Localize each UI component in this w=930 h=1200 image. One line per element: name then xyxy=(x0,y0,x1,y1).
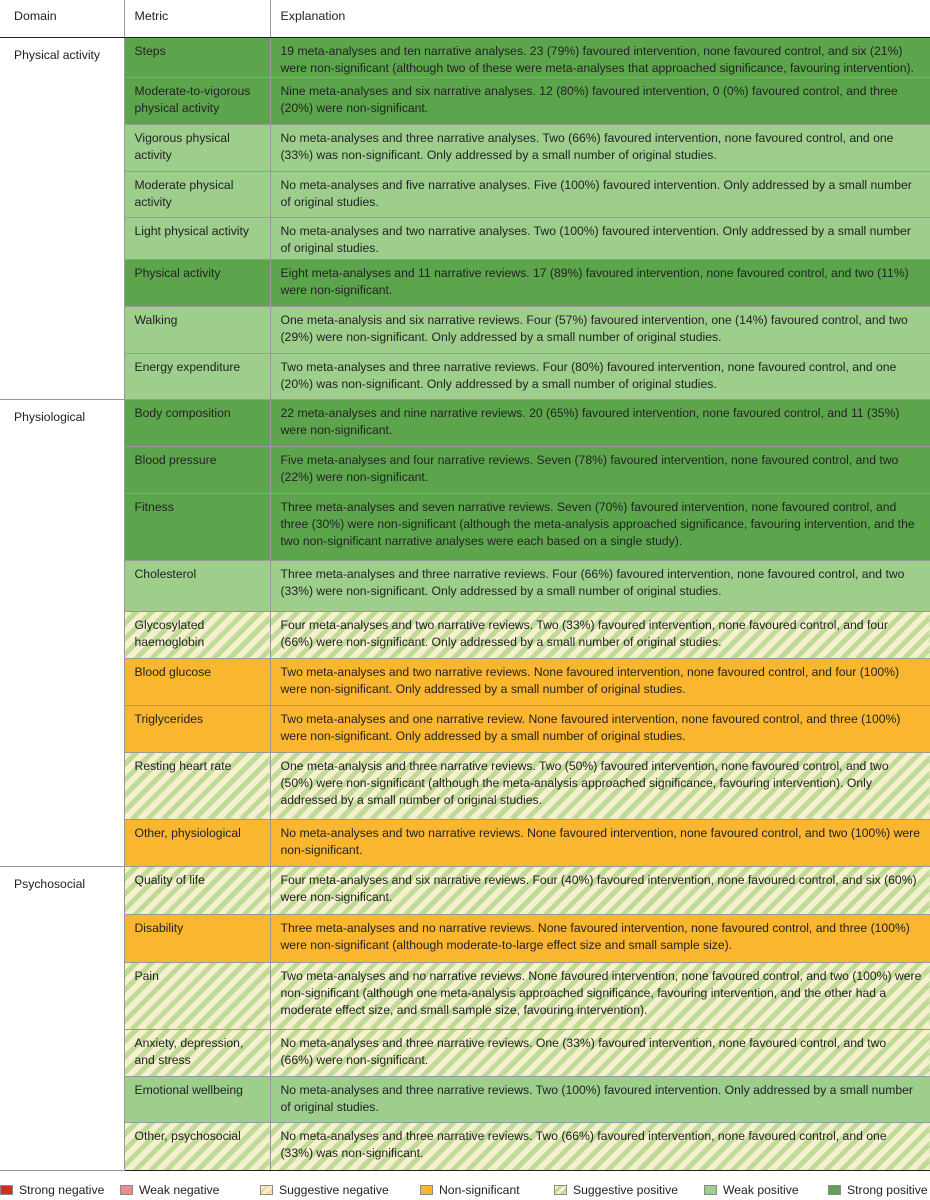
explanation-cell: 22 meta-analyses and nine narrative reviews. 20 (65%) favoured intervention, none favoured control, and 11 (35%) were non-significant. xyxy=(270,399,930,446)
metric-cell: Emotional wellbeing xyxy=(124,1076,270,1122)
metric-cell: Pain xyxy=(124,962,270,1029)
table-row xyxy=(0,259,930,306)
metric-cell: Resting heart rate xyxy=(124,752,270,819)
legend-swatch xyxy=(260,1185,273,1195)
metric-cell: Moderate-to-vigorous physical activity xyxy=(124,77,270,124)
table-row xyxy=(0,353,930,399)
table-row xyxy=(0,77,930,124)
table-row xyxy=(0,705,930,752)
explanation-cell: No meta-analyses and two narrative analyses. Two (100%) favoured intervention. Only addressed by a small number of original studies. xyxy=(270,217,930,259)
explanation-cell: Five meta-analyses and four narrative reviews. Seven (78%) favoured intervention, none favoured control, and two (22%) were non-significant. xyxy=(270,446,930,493)
table-row xyxy=(0,560,930,611)
domain-cell: Physiological xyxy=(0,399,124,866)
legend-swatch xyxy=(420,1185,433,1195)
legend-swatch xyxy=(0,1185,13,1195)
domain-cell: Physical activity xyxy=(0,37,124,399)
metric-cell: Quality of life xyxy=(124,866,270,914)
header-explanation: Explanation xyxy=(270,0,930,37)
legend-label: Suggestive negative xyxy=(279,1183,389,1197)
legend-label: Weak positive xyxy=(723,1183,799,1197)
legend-swatch xyxy=(704,1185,717,1195)
table-row xyxy=(0,611,930,658)
table-row xyxy=(0,1029,930,1076)
legend-label: Strong positive xyxy=(847,1183,928,1197)
metric-cell: Energy expenditure xyxy=(124,353,270,399)
metric-cell: Blood pressure xyxy=(124,446,270,493)
explanation-cell: Three meta-analyses and no narrative reviews. None favoured intervention, none favoured control, and three (100%) were non-significant (although moderate-to-large effect size and small sample size). xyxy=(270,914,930,962)
explanation-cell: Four meta-analyses and two narrative reviews. Two (33%) favoured intervention, none favoured control, and four (66%) were non-significant. Only addressed by a small number of original studies. xyxy=(270,611,930,658)
domain-cell: Psychosocial xyxy=(0,866,124,1170)
table-body xyxy=(0,37,930,1170)
legend-item-suggestive-negative xyxy=(260,1180,389,1200)
explanation-cell: Nine meta-analyses and six narrative analyses. 12 (80%) favoured intervention, 0 (0%) favoured control, and three (20%) were non-significant. xyxy=(270,77,930,124)
metric-cell: Steps xyxy=(124,37,270,77)
explanation-cell: No meta-analyses and two narrative reviews. None favoured intervention, none favoured control, and two (100%) were non-significant. xyxy=(270,819,930,866)
metric-cell: Other, physiological xyxy=(124,819,270,866)
metric-cell: Vigorous physical activity xyxy=(124,124,270,171)
explanation-cell: No meta-analyses and three narrative reviews. Two (66%) favoured intervention, none favoured control, and one (33%) was non-significant. xyxy=(270,1122,930,1170)
metric-cell: Walking xyxy=(124,306,270,353)
explanation-cell: Two meta-analyses and no narrative reviews. None favoured intervention, none favoured control, and two (100%) were non-significant (although one meta-analysis approached significance, favouring intervention, and the other had a moderate effect size, and small sample size, favouring intervention). xyxy=(270,962,930,1029)
table-row xyxy=(0,124,930,171)
table-row xyxy=(0,446,930,493)
explanation-cell: 19 meta-analyses and ten narrative analyses. 23 (79%) favoured intervention, none favoured control, and six (21%) were non-significant (although two of these were meta-analyses that approached significance, favouring intervention). xyxy=(270,37,930,77)
legend-label: Weak negative xyxy=(139,1183,220,1197)
table-row xyxy=(0,866,930,914)
metric-cell: Cholesterol xyxy=(124,560,270,611)
table-row xyxy=(0,37,930,77)
header-metric: Metric xyxy=(124,0,270,37)
rating-legend xyxy=(0,1180,930,1200)
table-row xyxy=(0,1076,930,1122)
table-row xyxy=(0,752,930,819)
legend-item-strong-positive xyxy=(828,1180,928,1200)
table-row xyxy=(0,962,930,1029)
explanation-cell: No meta-analyses and three narrative analyses. Two (66%) favoured intervention, none favoured control, and one (33%) was non-significant. Only addressed by a small number of original studies. xyxy=(270,124,930,171)
table-row xyxy=(0,493,930,560)
explanation-cell: Eight meta-analyses and 11 narrative reviews. 17 (89%) favoured intervention, none favoured control, and two (11%) were non-significant. xyxy=(270,259,930,306)
explanation-cell: Three meta-analyses and seven narrative reviews. Seven (70%) favoured intervention, none favoured control, and three (30%) were non-significant (although the meta-analysis approached significance, favouring intervention, and the two non-significant narrative analyses were each based on a single study). xyxy=(270,493,930,560)
legend-swatch xyxy=(120,1185,133,1195)
explanation-cell: Two meta-analyses and two narrative reviews. None favoured intervention, none favoured control, and four (100%) were non-significant. Only addressed by a small number of original studies. xyxy=(270,658,930,705)
legend-label: Strong negative xyxy=(19,1183,105,1197)
table-row xyxy=(0,914,930,962)
metric-cell: Light physical activity xyxy=(124,217,270,259)
legend-item-weak-negative xyxy=(120,1180,219,1200)
table-row xyxy=(0,819,930,866)
legend-label: Suggestive positive xyxy=(573,1183,679,1197)
legend-item-suggestive-positive xyxy=(554,1180,678,1200)
table-row xyxy=(0,306,930,353)
table-header-row xyxy=(0,0,930,37)
explanation-cell: One meta-analysis and six narrative reviews. Four (57%) favoured intervention, one (14%) favoured control, and two (29%) were non-significant. Only addressed by a small number of original studies. xyxy=(270,306,930,353)
legend-item-strong-negative xyxy=(0,1180,104,1200)
explanation-cell: Two meta-analyses and one narrative review. None favoured intervention, none favoured control, and three (100%) were non-significant. Only addressed by a small number of original studies. xyxy=(270,705,930,752)
table-row xyxy=(0,171,930,217)
explanation-cell: Four meta-analyses and six narrative reviews. Four (40%) favoured intervention, none favoured control, and six (60%) were non-significant. xyxy=(270,866,930,914)
legend-label: Non-significant xyxy=(439,1183,520,1197)
metric-cell: Disability xyxy=(124,914,270,962)
metric-cell: Triglycerides xyxy=(124,705,270,752)
table-row xyxy=(0,1122,930,1170)
explanation-cell: No meta-analyses and five narrative analyses. Five (100%) favoured intervention. Only addressed by a small number of original studies. xyxy=(270,171,930,217)
table-row xyxy=(0,217,930,259)
explanation-cell: Two meta-analyses and three narrative reviews. Four (80%) favoured intervention, none favoured control, and one (20%) was non-significant. Only addressed by a small number of original studies. xyxy=(270,353,930,399)
explanation-cell: Three meta-analyses and three narrative reviews. Four (66%) favoured intervention, none favoured control, and two (33%) were non-significant. Only addressed by a small number of original studies. xyxy=(270,560,930,611)
metric-cell: Moderate physical activity xyxy=(124,171,270,217)
explanation-cell: No meta-analyses and three narrative reviews. Two (100%) favoured intervention. Only addressed by a small number of original studies. xyxy=(270,1076,930,1122)
legend-swatch xyxy=(828,1185,841,1195)
metric-cell: Physical activity xyxy=(124,259,270,306)
table-row xyxy=(0,658,930,705)
explanation-cell: No meta-analyses and three narrative reviews. One (33%) favoured intervention, none favoured control, and two (66%) were non-significant. xyxy=(270,1029,930,1076)
metric-cell: Glycosylated haemoglobin xyxy=(124,611,270,658)
legend-item-weak-positive xyxy=(704,1180,799,1200)
metric-cell: Other, psychosocial xyxy=(124,1122,270,1170)
table-row xyxy=(0,399,930,446)
metric-cell: Anxiety, depression, and stress xyxy=(124,1029,270,1076)
metric-cell: Fitness xyxy=(124,493,270,560)
metric-cell: Blood glucose xyxy=(124,658,270,705)
legend-swatch xyxy=(554,1185,567,1195)
metric-cell: Body composition xyxy=(124,399,270,446)
explanation-cell: One meta-analysis and three narrative reviews. Two (50%) favoured intervention, none favoured control, and two (50%) were non-significant (although the meta-analysis approached significance, favouring intervention). Only addressed by a small number of original studies. xyxy=(270,752,930,819)
legend-item-non-significant xyxy=(420,1180,520,1200)
header-domain: Domain xyxy=(0,0,124,37)
